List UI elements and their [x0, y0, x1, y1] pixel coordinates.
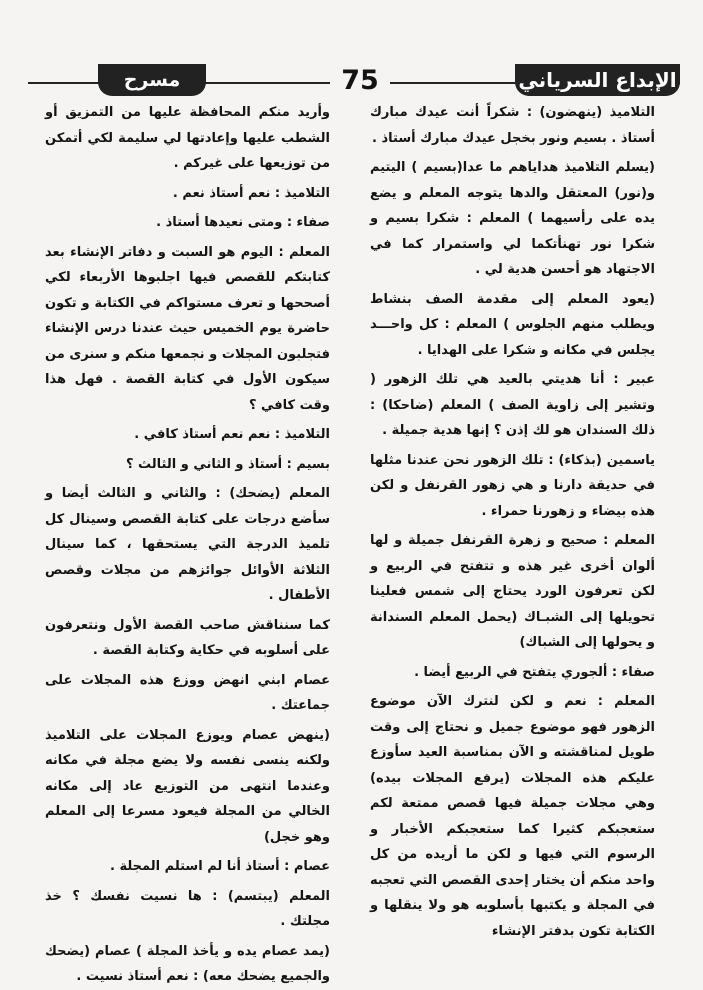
paragraph: التلاميذ : نعم أستاذ نعم .: [172, 185, 330, 201]
paragraph: المعلم : اليوم هو السبت و دفاتر الإنشاء بعد كتابتكم للقصص فيها اجلبوها الأربعاء لكي أصححها و تعرف مستواكم في الكتابة و تكون حاضرة يوم الخميس حيث عندنا درس الإنشاء فتجلبون المجلات و نجمعها منكم و سنرى من سيكون الأول في كتابة القصة . فهل هذا وقت كافي ؟: [45, 244, 330, 413]
magazine-title: الإبداع السرياني: [515, 64, 680, 96]
paragraph: وأريد منكم المحافظة عليها من التمزيق أو الشطب عليها وإعادتها لي سليمة لكي أتمكن من توزيعها على غيركم .: [45, 105, 330, 171]
paragraph: المعلم (يضحك) : والثاني و الثالث أيضا و سأضع درجات على كتابة القصص وسينال كل تلميذ الدرجة التي يستحقها ، كما سينال الثلاثة الأوائل جوائزهم من مجلات وقصص الأطفال .: [45, 486, 330, 603]
paragraph: المعلم : صحيح و زهرة القرنفل جميلة و لها ألوان أخرى غير هذه و تتفتح في الربيع و لكن تعرفون الورد يحتاج إلى شمس فعلينا تحويلها إلى الشبـاك (يحمل المعلم السندانة و يحولها إلى الشباك): [370, 533, 655, 650]
paragraph: بسيم : أستاذ و الثاني و الثالث ؟: [125, 456, 330, 472]
text-column-left: [45, 100, 330, 984]
paragraph: عصام ابني انهض ووزع هذه المجلات على جماعتك .: [45, 672, 330, 713]
text-column-right: [370, 100, 655, 939]
paragraph: صفاء : ومتى نعيدها أستاذ .: [156, 215, 330, 230]
paragraph: ياسمين (بذكاء) : تلك الزهور نحن عندنا مثلها في حديقة دارنا و هي زهور القرنفل و لكن هذه بيضاء و زهورنا حمراء .: [370, 452, 655, 519]
paragraph: التلاميذ (ينهضون) : شكراً أنت عيدك مبارك أستاذ . بسيم ونور بخجل عيدك مبارك أستاذ .: [370, 105, 655, 146]
paragraph: عبير : أنا هديتي بالعيد هي تلك الزهور ( وتشير إلى زاوية الصف ) المعلم (ضاحكا) : ذلك السندان هو لك إذن ؟ إنها هدية جميلة .: [370, 372, 655, 438]
paragraph: (ينهض عصام ويوزع المجلات على التلاميذ ولكنه ينسى نفسه ولا يضع مجلة في مكانه وعندما انتهى من التوزيع عاد إلى مكانه الخالي من المجلة فيعود مسرعا إلى المعلم وهو خجل): [45, 727, 330, 845]
paragraph: عصام : أستاذ أنا لم استلم المجلة .: [110, 859, 330, 874]
paragraph: (يعود المعلم إلى مقدمة الصف بنشاط ويطلب منهم الجلوس ) المعلم : كل واحـــد يجلس في مكانه و شكرا على الهدايا .: [370, 291, 655, 358]
paragraph: (يمد عصام يده و يأخذ المجلة ) عصام (يضحك والجميع يضحك معه) : نعم أستاذ نسيت .: [45, 943, 330, 984]
page-number: 75: [330, 64, 390, 96]
page-header: [28, 64, 680, 96]
paragraph: كما سنناقش صاحب القصة الأول ونتعرفون على أسلوبه في حكاية وكتابة القصة .: [45, 617, 330, 658]
paragraph: التلاميذ : نعم نعم أستاذ كافي .: [134, 427, 330, 442]
paragraph: المعلم : نعم و لكن لنترك الآن موضوع الزهور فهو موضوع جميل و نحتاج إلى وقت طويل لمناقشته و الآن بمناسبة العيد سأوزع عليكم هذه المجلات (يرفع المجلات بيده) وهي مجلات جميلة فيها قصص ممتعة لكم ستعجبكم كثيرا كما ستعجبكم الأخبار و الرسوم التي فيها و لكن ما أريده من كل واحد منكم أن يختار إحدى القصص التي تعجبه في المجلة و يكتبها بأسلوبه هو ولا ينقلها و الكتابة تكون بدفتر الإنشاء: [370, 694, 655, 939]
paragraph: (يسلم التلاميذ هداياهم ما عدا(بسيم ) اليتيم و(نور) المعتقل والدها يتوجه المعلم و يضع يده على رأسيهما ) المعلم : شكرا بسيم و شكرا نور تهنأتكما لي واستمرار كما في الاجتهاد هو أحسن هدية لي .: [370, 160, 655, 277]
section-label: مسرح: [98, 64, 206, 96]
paragraph: صفاء : ألجوري يتفتح في الربيع أيضا .: [414, 664, 655, 680]
paragraph: المعلم (يبتسم) : ها نسيت نفسك ؟ خذ مجلتك .: [45, 888, 330, 929]
